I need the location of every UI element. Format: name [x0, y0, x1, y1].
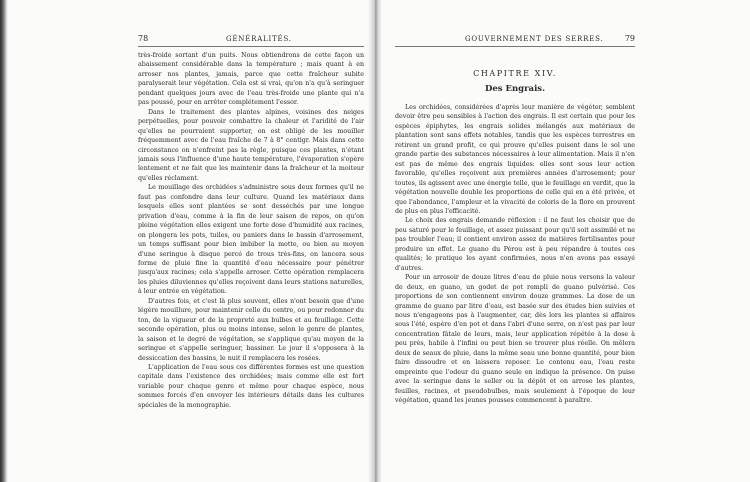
- right-page: [395, 34, 635, 474]
- book-edge-shadow: [0, 0, 8, 482]
- right-paragraph: Les orchidées, considérées d'après leur manière de végéter, semblent devoir être peu sensibles à l'action des engrais. Il est certain que pour les espèces épiphytes, les engrais solides mélangés aux matériaux de plantation sont sans effets notables, tandis que les espèces terrestres en retirent un grand profit, ce qui prouve qu'elles puisent dans le sol une grande partie des substances nécessaires à leur alimentation. Mais il n'en est pas de même des engrais liquides: elles sont sous leur action favorable, qu'elles reçoivent aux premières années d'arrosement; pour toutes, ils agissent avec une énergie telle, que le feuillage en verdit, que la végétation nouvelle double les proportions de celle qui en a été privée, et que l'abondance, l'ampleur et la vivacité de coloris de la flore en prouvent de plus en plus l'efficacité.: [395, 104, 635, 215]
- right-page-number: 79: [624, 34, 635, 43]
- left-paragraph: D'autres fois, et c'est là plus souvent, elles n'ont besoin que d'une légère mouillure, pour maintenir celle du centre, ou pour redonner du ton, de la vigueur et de la propreté aux bulbes et au feuillage. Cette seconde opération, plus ou moins intense, selon le genre de plantes, la saison et le degré de végétation, se s'applique qu'au moyen de la seringue et s'appelle seringuer, bassiner. Le jour il s'opposera à la dessiccation des bassins, le nuit il remplacera les rosées.: [138, 297, 364, 362]
- left-paragraph: très-froide sortant d'un puits. Nous obtiendrons de cette façon un abaissement considérable dans la température ; mais quant à en arroser nos plantes, jamais, parce que cette fraîcheur subite paralyserait leur végétation. Cela est si vrai, qu'on n'a qu'à seringuer pendant quelques jours avec de l'eau très-froide une plante qui n'a pas poussé, pour en arrêter complétement l'essor.: [138, 52, 364, 107]
- left-page-number: 78: [138, 34, 149, 43]
- left-running-title: GÉNÉRALITÉS.: [226, 35, 292, 43]
- section-title: Des Engrais.: [484, 84, 546, 94]
- book-gutter: [368, 0, 382, 482]
- right-body-text: [395, 103, 635, 406]
- right-paragraph: Pour un arrosoir de douze litres d'eau de pluie nous versons la valeur de deux, en guano, un godet de pot rempli de guano pulvérisé. Ces proportions de son contiennent environ douze grammes. La dose de un gramme de guano par litre d'eau, est basée sur des études bien suivies et nous n'engageons pas à l'augmenter, car, dès lors les plantes si affaires sous l'été, espère d'en pot et dans l'abri d'une serre, on n'est pas par leur concentration fâtale de leurs, mais, leur application répétée à la dose à peu près, habile à l'infini ou peut bien se trouver plus réelle. On mêlera deux de seaux de pluie, dans la même seau une bonne quantité, pour bien faire dissoudre et en laissera reposer. Le contenu eau, l'eau reste empreinte que l'odeur du guano seule en indique la présence. On puise avec la seringue dans le seller ou la dépôt et on arrose les plantes, feuilles, racines, et pseudobulbes, mais seulement à l'époque de leur végétation, quand les jeunes pousses commencent à paraître.: [395, 274, 635, 405]
- left-paragraph: Dans le traitement des plantes alpines, voisines des neiges perpétuelles, pour pouvoir combattre la chaleur et l'aridité de l'air qu'elles ne pourraient supporter, on est obligé de les mouiller fréquemment avec de l'eau fraîche de 7 à 8° centigr. Mais dans cette circonstance on n'enfreint pas la règle, puisque ces plantes, n'étant jamais sous l'influence d'une haute température, l'évaporation s'opère lentement et ne fait que les maintenir dans la fraîcheur et la moiteur qu'elles réclament.: [138, 108, 364, 182]
- right-running-head: [395, 34, 635, 47]
- left-body-text: [138, 51, 364, 410]
- left-paragraph: L'application de l'eau sous ces différentes formes est une question capitale dans l'existence des orchidées; mais comme elle est fort variable pour chaque genre et même pour chaque espèce, nous sommes forcés d'en envoyer les intérieurs détails dans les cultures spéciales de la monographie.: [138, 363, 364, 409]
- chapter-title: CHAPITRE XIV.: [473, 69, 557, 78]
- left-page: [138, 34, 364, 474]
- left-running-head: [138, 34, 364, 47]
- left-paragraph: Le mouillage des orchidées s'administre sous deux formes qu'il ne faut pas confondre dans leur culture. Quand les matériaux dans lesquels elles sont plantées se sont desséchés par une longue privation d'eau, comme à la fin de leur saison de repos, on qu'on pleine végétation elles exigent une forte dose d'humidité aux racines, on plongera les pots, tuiles, ou paniers dans le bassin d'arrosement, un temps suffisant pour bien imbiber la motte, ou bien au moyen d'une seringue à disque percé de trous très-fins, on lancera sous forme de pluie fine la quantité d'eau nécessaire pour pénétrer jusqu'aux racines; cela s'appelle arroser. Cette opération remplacera les pluies diluviennes qu'elles reçoivent dans leurs stations naturelles, à leur entrée en végétation.: [138, 184, 364, 296]
- right-paragraph: Le choix des engrais demande réflexion : il ne faut les choisir que de peu saturé pour le feuillage, et assez puissant pour qu'il soit assimilé et ne pas troubler l'eau; il contient environ assez de matières fertilisantes pour produire un effet. Le guano du Pérou est à peu répandre à toutes ces qualités; le pratique les ayant confirmées, nous n'en avons pas essayé d'autres.: [395, 217, 635, 272]
- right-running-title: GOUVERNEMENT DES SERRES.: [465, 35, 604, 43]
